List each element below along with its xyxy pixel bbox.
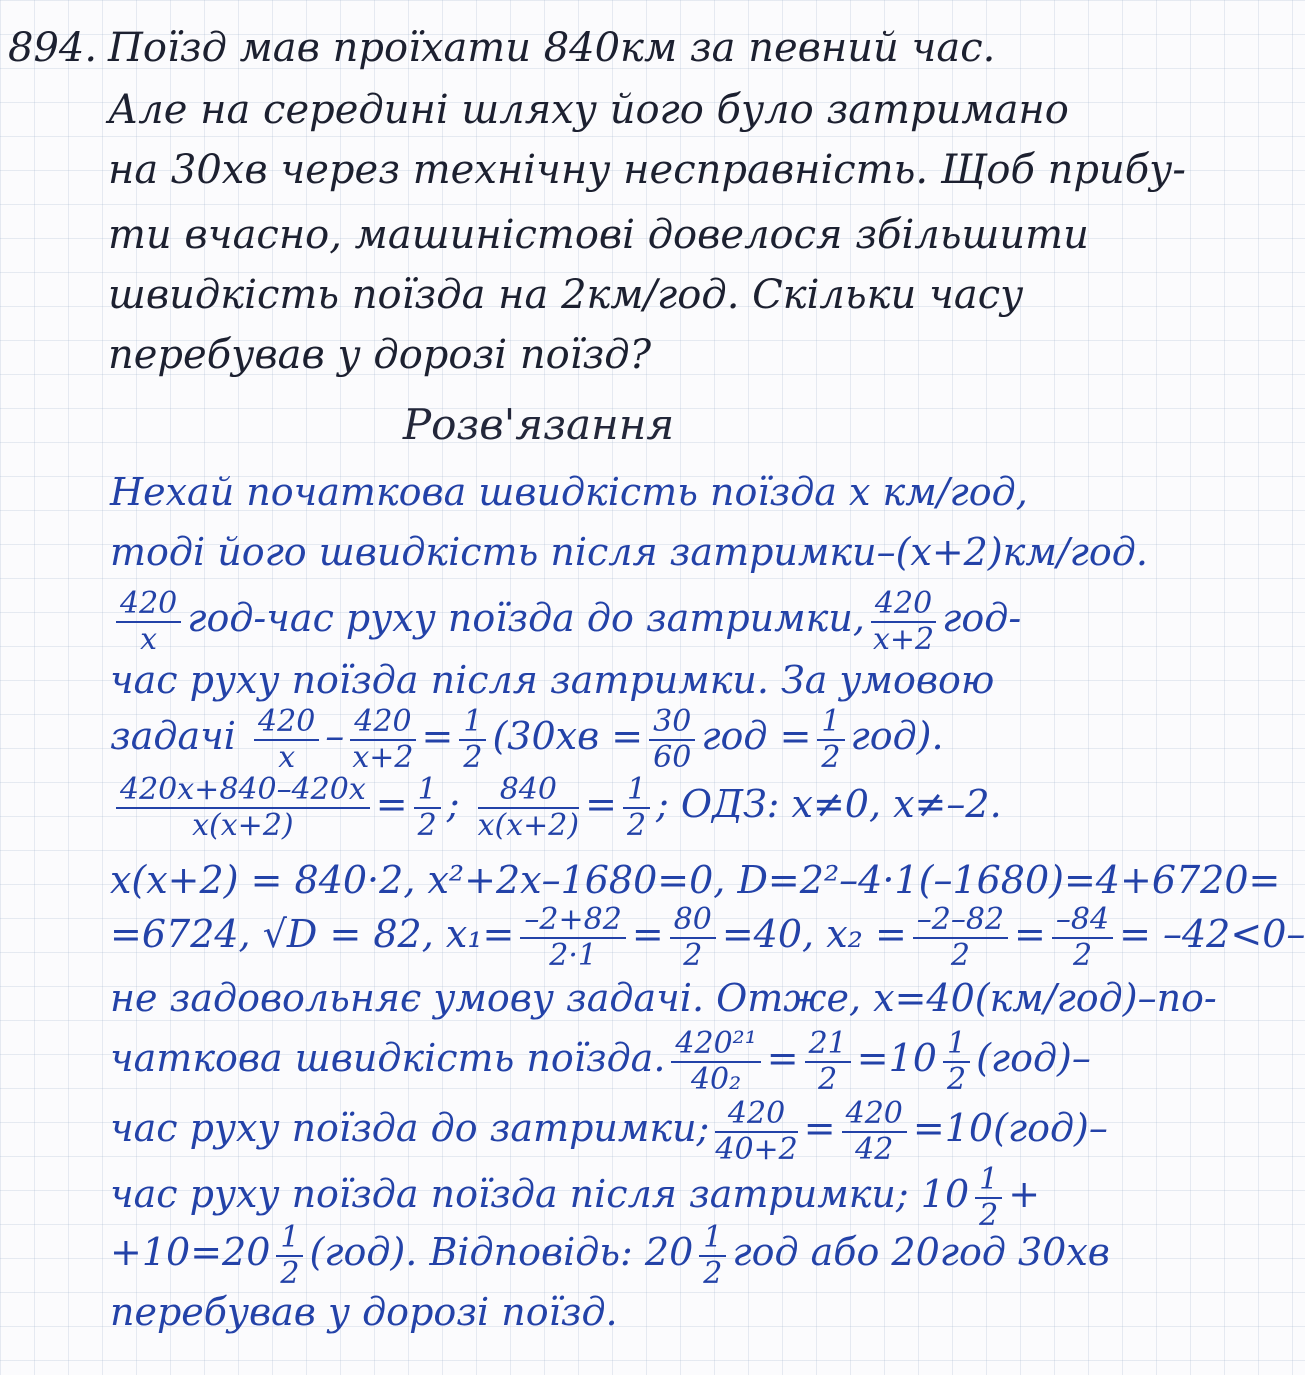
fraction: $\frac{\text{420²¹}}{\text{40₂}}$ [671,1027,760,1097]
fraction: $\frac{1}{2}$ [943,1027,970,1097]
fraction: $\frac{1}{2}$ [817,705,844,775]
solution-line-12: час руху поїзда поїзда після затримки; 10 $\frac{1}{2}$ + [110,1161,1041,1233]
solution-line-1: Нехай початкова швидкість поїзда х км/год, [110,470,1028,514]
fraction: $\frac{420x+840-420x}{x(x+2)}$ [116,773,370,843]
fraction: $\frac{1}{2}$ [975,1163,1002,1233]
fraction: $\frac{420}{x+2}$ [871,587,936,657]
fraction: $\frac{1}{2}$ [623,773,650,843]
solution-line-4: час руху поїзда після затримки. За умовою [110,658,995,702]
solution-line-10: чаткова швидкість поїзда. $\frac{\text{420²¹}}{\text{40₂}}$ = $\frac{21}{2}$ =10 $\frac{1}{2}$ (год)– [110,1025,1091,1097]
fraction: $\frac{80}{2}$ [670,903,716,973]
solution-line-11: час руху поїзда до затримки; $\frac{420}{40+2}$ = $\frac{420}{42}$ =10(год)– [110,1095,1108,1167]
solution-line-7: x(x+2) = 840·2, x²+2x–1680=0, D=2²–4·1(–1680)=4+6720= [110,858,1281,902]
solution-line-2: тоді його швидкість після затримки–(х+2)км/год. [110,530,1148,574]
fraction: $\frac{-2-82}{2}$ [913,903,1008,973]
solution-line-5: задачі $\frac{420}{x}$ – $\frac{420}{x+2}$ = $\frac{1}{2}$ (30хв = $\frac{30}{60}$ год = $\frac{1}{2}$ год). [110,703,944,775]
fraction: $\frac{420}{x}$ [254,705,319,775]
fraction: $\frac{1}{2}$ [459,705,486,775]
fraction: $\frac{420}{x+2}$ [350,705,415,775]
problem-number: 894. [8,25,98,71]
problem-line-1: 894. Поїзд мав проїхати 840км за певний час. [8,18,1085,78]
fraction: $\frac{1}{2}$ [414,773,441,843]
solution-line-8: =6724, √D = 82, x₁= $\frac{-2+82}{2\cdot 1}$ = $\frac{80}{2}$ =40, x₂ = $\frac{-2-82}{2}$ = $\frac{-84}{2}$ = –42<0– [110,901,1305,973]
fraction: $\frac{420}{42}$ [842,1097,907,1167]
fraction: $\frac{30}{60}$ [649,705,695,775]
problem-line-6: перебував у дорозі поїзд? [108,332,652,378]
fraction: $\frac{-84}{2}$ [1052,903,1113,973]
fraction: $\frac{840}{x(x+2)}$ [477,771,580,843]
fraction: $\frac{-2+82}{2\cdot 1}$ [520,903,625,973]
problem-line-3: на 30хв через технічну несправність. Щоб прибу- [108,147,1186,193]
fraction: $\frac{1}{2}$ [276,1221,303,1291]
fraction: $\frac{21}{2}$ [805,1027,851,1097]
solution-line-6: $\frac{420x+840-420x}{x(x+2)}$ = $\frac{1}{2}$ ; $\frac{840}{x(x+2)}$ = $\frac{1}{2}$ ; ОДЗ: x≠0, x≠–2. [110,768,1187,840]
solution-line-9: не задовольняє умову задачі. Отже, x=40(км/год)–по- [110,976,1217,1020]
problem-line-4: ти вчасно, машиністові довелося збільшити [108,212,1089,258]
solution-line-3: $\frac{420}{x}$ год-час руху поїзда до затримки, $\frac{420}{x+2}$ год- [110,582,1187,654]
solution-line-14: перебував у дорозі поїзд. [110,1290,618,1334]
solution-line-13: +10=20 $\frac{1}{2}$ (год). Відповідь: 20 $\frac{1}{2}$ год або 20год 30хв [110,1219,1110,1291]
problem-line-2: Але на середині шляху його було затримано [108,87,1069,133]
fraction: $\frac{420}{x}$ [116,587,181,657]
fraction: $\frac{420}{40+2}$ [715,1095,798,1167]
solution-heading: Розв'язання [402,400,675,449]
problem-line-5: швидкість поїзда на 2км/год. Скільки часу [108,272,1024,318]
fraction: $\frac{1}{2}$ [699,1221,726,1291]
